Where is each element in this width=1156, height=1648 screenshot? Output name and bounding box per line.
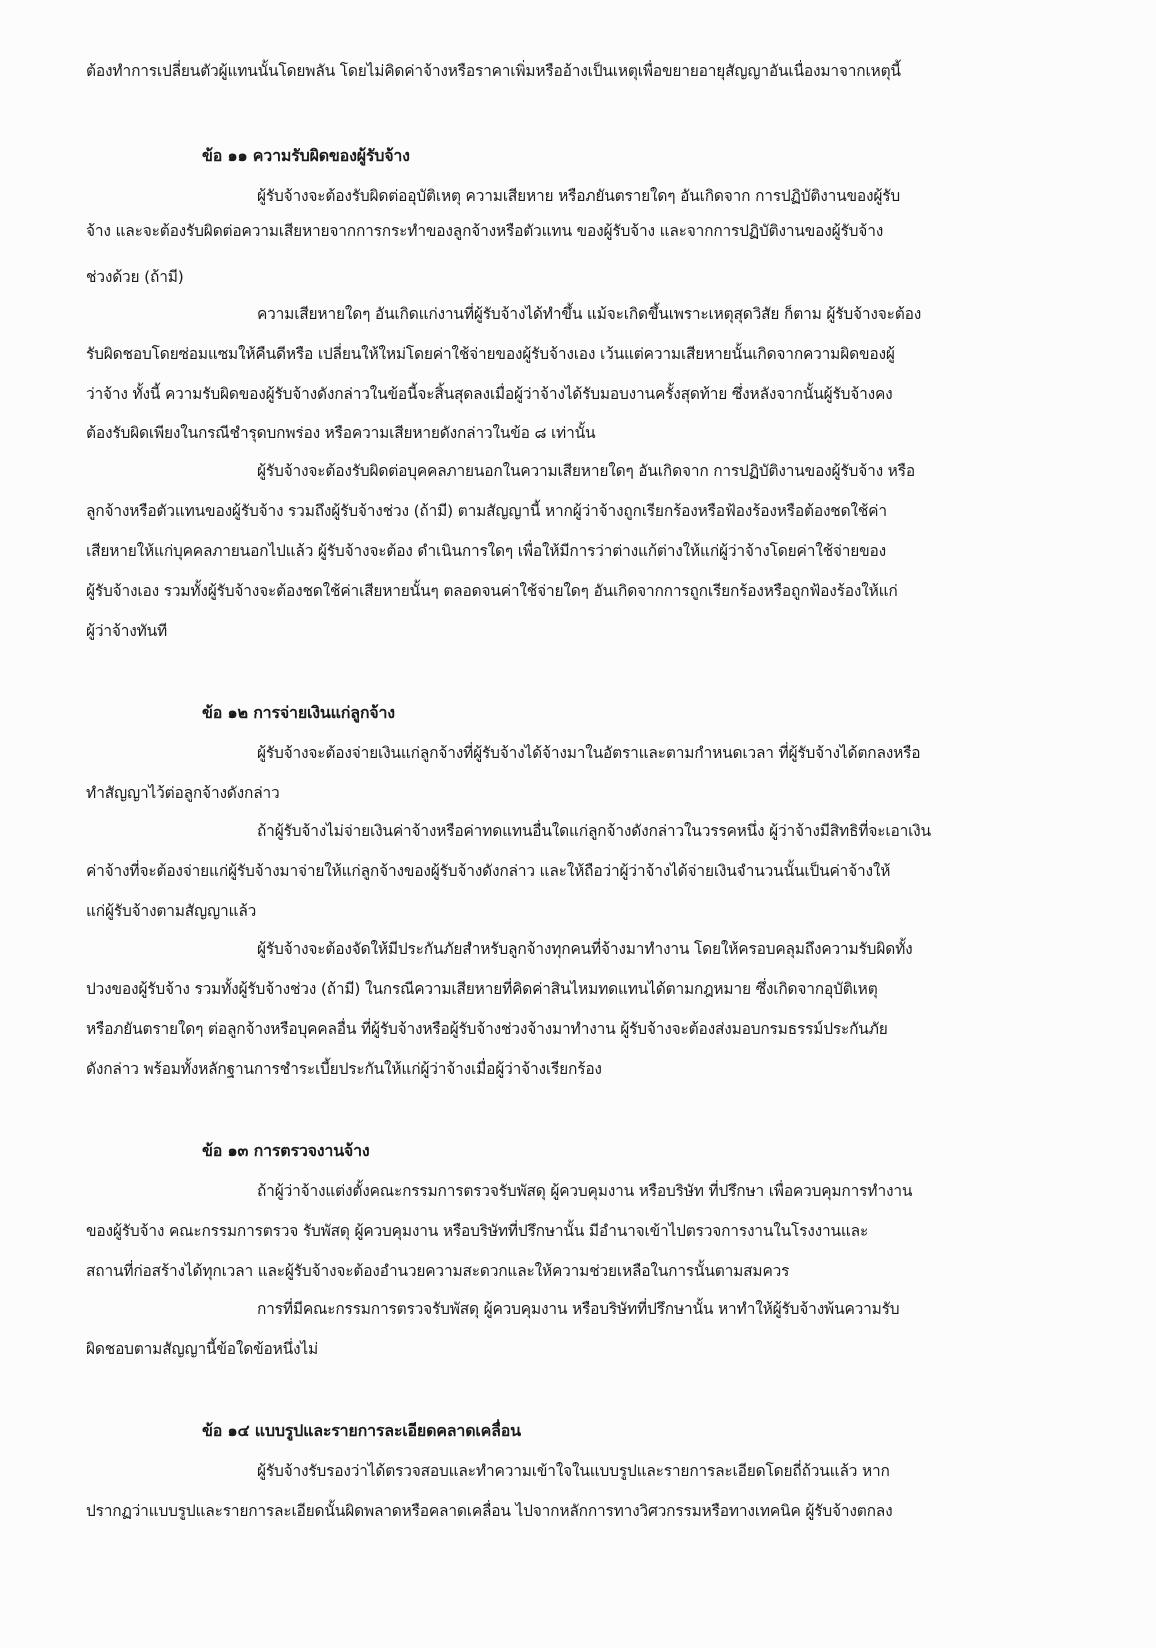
text-line: ถ้าผู้รับจ้างไม่จ่ายเงินค่าจ้างหรือค่าทดแทนอื่นใดแก่ลูกจ้างดังกล่าวในวรรคหนึ่ง ผู้ว่าจ้างมีสิทธิที่จะเอาเงิน	[257, 822, 931, 840]
text-line: ผู้ว่าจ้างทันที	[86, 622, 168, 640]
text-line: ว่าจ้าง ทั้งนี้ ความรับผิดของผู้รับจ้างดังกล่าวในข้อนี้จะสิ้นสุดลงเมื่อผู้ว่าจ้างได้รับมอบงานครั้งสุดท้าย ซึ่งหลังจากนั้นผู้รับจ้างคง	[86, 385, 893, 403]
text-line: ของผู้รับจ้าง คณะกรรมการตรวจ รับพัสดุ ผู้ควบคุมงาน หรือบริษัทที่ปรึกษานั้น มีอำนาจเข้าไปตรวจการงานในโรงงานและ	[86, 1222, 869, 1240]
text-line: ผู้รับจ้างรับรองว่าได้ตรวจสอบและทำความเข้าใจในแบบรูปและรายการละเอียดโดยถี่ถ้วนแล้ว หาก	[257, 1462, 890, 1480]
section-heading: ข้อ ๑๔ แบบรูปและรายการละเอียดคลาดเคลื่อน	[202, 1421, 521, 1440]
text-line: ผิดชอบตามสัญญานี้ข้อใดข้อหนึ่งไม่	[86, 1340, 319, 1358]
text-line: ปรากฏว่าแบบรูปและรายการละเอียดนั้นผิดพลาดหรือคลาดเคลื่อน ไปจากหลักการทางวิศวกรรมหรือทางเทคนิค ผู้รับจ้างตกลง	[86, 1502, 893, 1520]
text-line: การที่มีคณะกรรมการตรวจรับพัสดุ ผู้ควบคุมงาน หรือบริษัทที่ปรึกษานั้น หาทำให้ผู้รับจ้างพ้นความรับ	[257, 1300, 900, 1318]
text-line: ทำสัญญาไว้ต่อลูกจ้างดังกล่าว	[86, 784, 280, 802]
section-heading: ข้อ ๑๑ ความรับผิดของผู้รับจ้าง	[202, 146, 410, 165]
text-line: รับผิดชอบโดยซ่อมแซมให้คืนดีหรือ เปลี่ยนให้ใหม่โดยค่าใช้จ่ายของผู้รับจ้างเอง เว้นแต่ความเสียหายนั้นเกิดจากความผิดของผู้	[86, 345, 895, 363]
text-line: ค่าจ้างที่จะต้องจ่ายแก่ผู้รับจ้างมาจ่ายให้แก่ลูกจ้างของผู้รับจ้างดังกล่าว และให้ถือว่าผู้ว่าจ้างได้จ่ายเงินจำนวนนั้นเป็นค่าจ้างให้	[86, 862, 891, 880]
text-line: ผู้รับจ้างจะต้องจ่ายเงินแก่ลูกจ้างที่ผู้รับจ้างได้จ้างมาในอัตราและตามกำหนดเวลา ที่ผู้รับจ้างได้ตกลงหรือ	[257, 744, 921, 762]
text-line: ผู้รับจ้างจะต้องรับผิดต่อบุคคลภายนอกในความเสียหายใดๆ อันเกิดจาก การปฏิบัติงานของผู้รับจ้าง หรือ	[257, 462, 915, 480]
text-line: ถ้าผู้ว่าจ้างแต่งตั้งคณะกรรมการตรวจรับพัสดุ ผู้ควบคุมงาน หรือบริษัท ที่ปรึกษา เพื่อควบคุมการทำงาน	[257, 1182, 913, 1200]
text-line: แก่ผู้รับจ้างตามสัญญาแล้ว	[86, 902, 257, 920]
text-line: ต้องรับผิดเพียงในกรณีชำรุดบกพร่อง หรือความเสียหายดังกล่าวในข้อ ๘ เท่านั้น	[86, 424, 596, 442]
section-heading: ข้อ ๑๒ การจ่ายเงินแก่ลูกจ้าง	[202, 703, 395, 722]
text-line: ผู้รับจ้างเอง รวมทั้งผู้รับจ้างจะต้องชดใช้ค่าเสียหายนั้นๆ ตลอดจนค่าใช้จ่ายใดๆ อันเกิดจากการถูกเรียกร้องหรือถูกฟ้องร้องให้แก่	[86, 582, 898, 600]
section-heading: ข้อ ๑๓ การตรวจงานจ้าง	[202, 1141, 370, 1160]
text-line: จ้าง และจะต้องรับผิดต่อความเสียหายจากการกระทำของลูกจ้างหรือตัวแทน ของผู้รับจ้าง และจากการปฏิบัติงานของผู้รับจ้าง	[86, 222, 884, 240]
text-line: เสียหายให้แก่บุคคลภายนอกไปแล้ว ผู้รับจ้างจะต้อง ดำเนินการใดๆ เพื่อให้มีการว่าต่างแก้ต่างให้แก่ผู้ว่าจ้างโดยค่าใช้จ่ายของ	[86, 542, 887, 560]
text-line: ดังกล่าว พร้อมทั้งหลักฐานการชำระเบี้ยประกันให้แก่ผู้ว่าจ้างเมื่อผู้ว่าจ้างเรียกร้อง	[86, 1060, 602, 1078]
text-line: หรือภยันตรายใดๆ ต่อลูกจ้างหรือบุคคลอื่น ที่ผู้รับจ้างหรือผู้รับจ้างช่วงจ้างมาทำงาน ผู้รับจ้างจะต้องส่งมอบกรมธรรม์ประกันภัย	[86, 1020, 888, 1038]
text-line: ต้องทำการเปลี่ยนตัวผู้แทนนั้นโดยพลัน โดยไม่คิดค่าจ้างหรือราคาเพิ่มหรืออ้างเป็นเหตุเพื่อขยายอายุสัญญาอันเนื่องมาจากเหตุนี้	[86, 62, 901, 80]
text-line: ช่วงด้วย (ถ้ามี)	[86, 268, 184, 286]
text-line: สถานที่ก่อสร้างได้ทุกเวลา และผู้รับจ้างจะต้องอำนวยความสะดวกและให้ความช่วยเหลือในการนั้นตามสมควร	[86, 1262, 790, 1280]
text-line: ลูกจ้างหรือตัวแทนของผู้รับจ้าง รวมถึงผู้รับจ้างช่วง (ถ้ามี) ตามสัญญานี้ หากผู้ว่าจ้างถูกเรียกร้องหรือฟ้องร้องหรือต้องชดใช้ค่า	[86, 502, 887, 520]
text-line: ผู้รับจ้างจะต้องจัดให้มีประกันภัยสำหรับลูกจ้างทุกคนที่จ้างมาทำงาน โดยให้ครอบคลุมถึงความรับผิดทั้ง	[257, 940, 913, 958]
text-line: ความเสียหายใดๆ อันเกิดแก่งานที่ผู้รับจ้างได้ทำขึ้น แม้จะเกิดขึ้นเพราะเหตุสุดวิสัย ก็ตาม ผู้รับจ้างจะต้อง	[257, 305, 922, 323]
text-line: ผู้รับจ้างจะต้องรับผิดต่ออุบัติเหตุ ความเสียหาย หรือภยันตรายใดๆ อันเกิดจาก การปฏิบัติงานของผู้รับ	[257, 187, 901, 205]
text-line: ปวงของผู้รับจ้าง รวมทั้งผู้รับจ้างช่วง (ถ้ามี) ในกรณีความเสียหายที่คิดค่าสินไหมทดแทนได้ตามกฎหมาย ซึ่งเกิดจากอุบัติเหตุ	[86, 980, 878, 998]
